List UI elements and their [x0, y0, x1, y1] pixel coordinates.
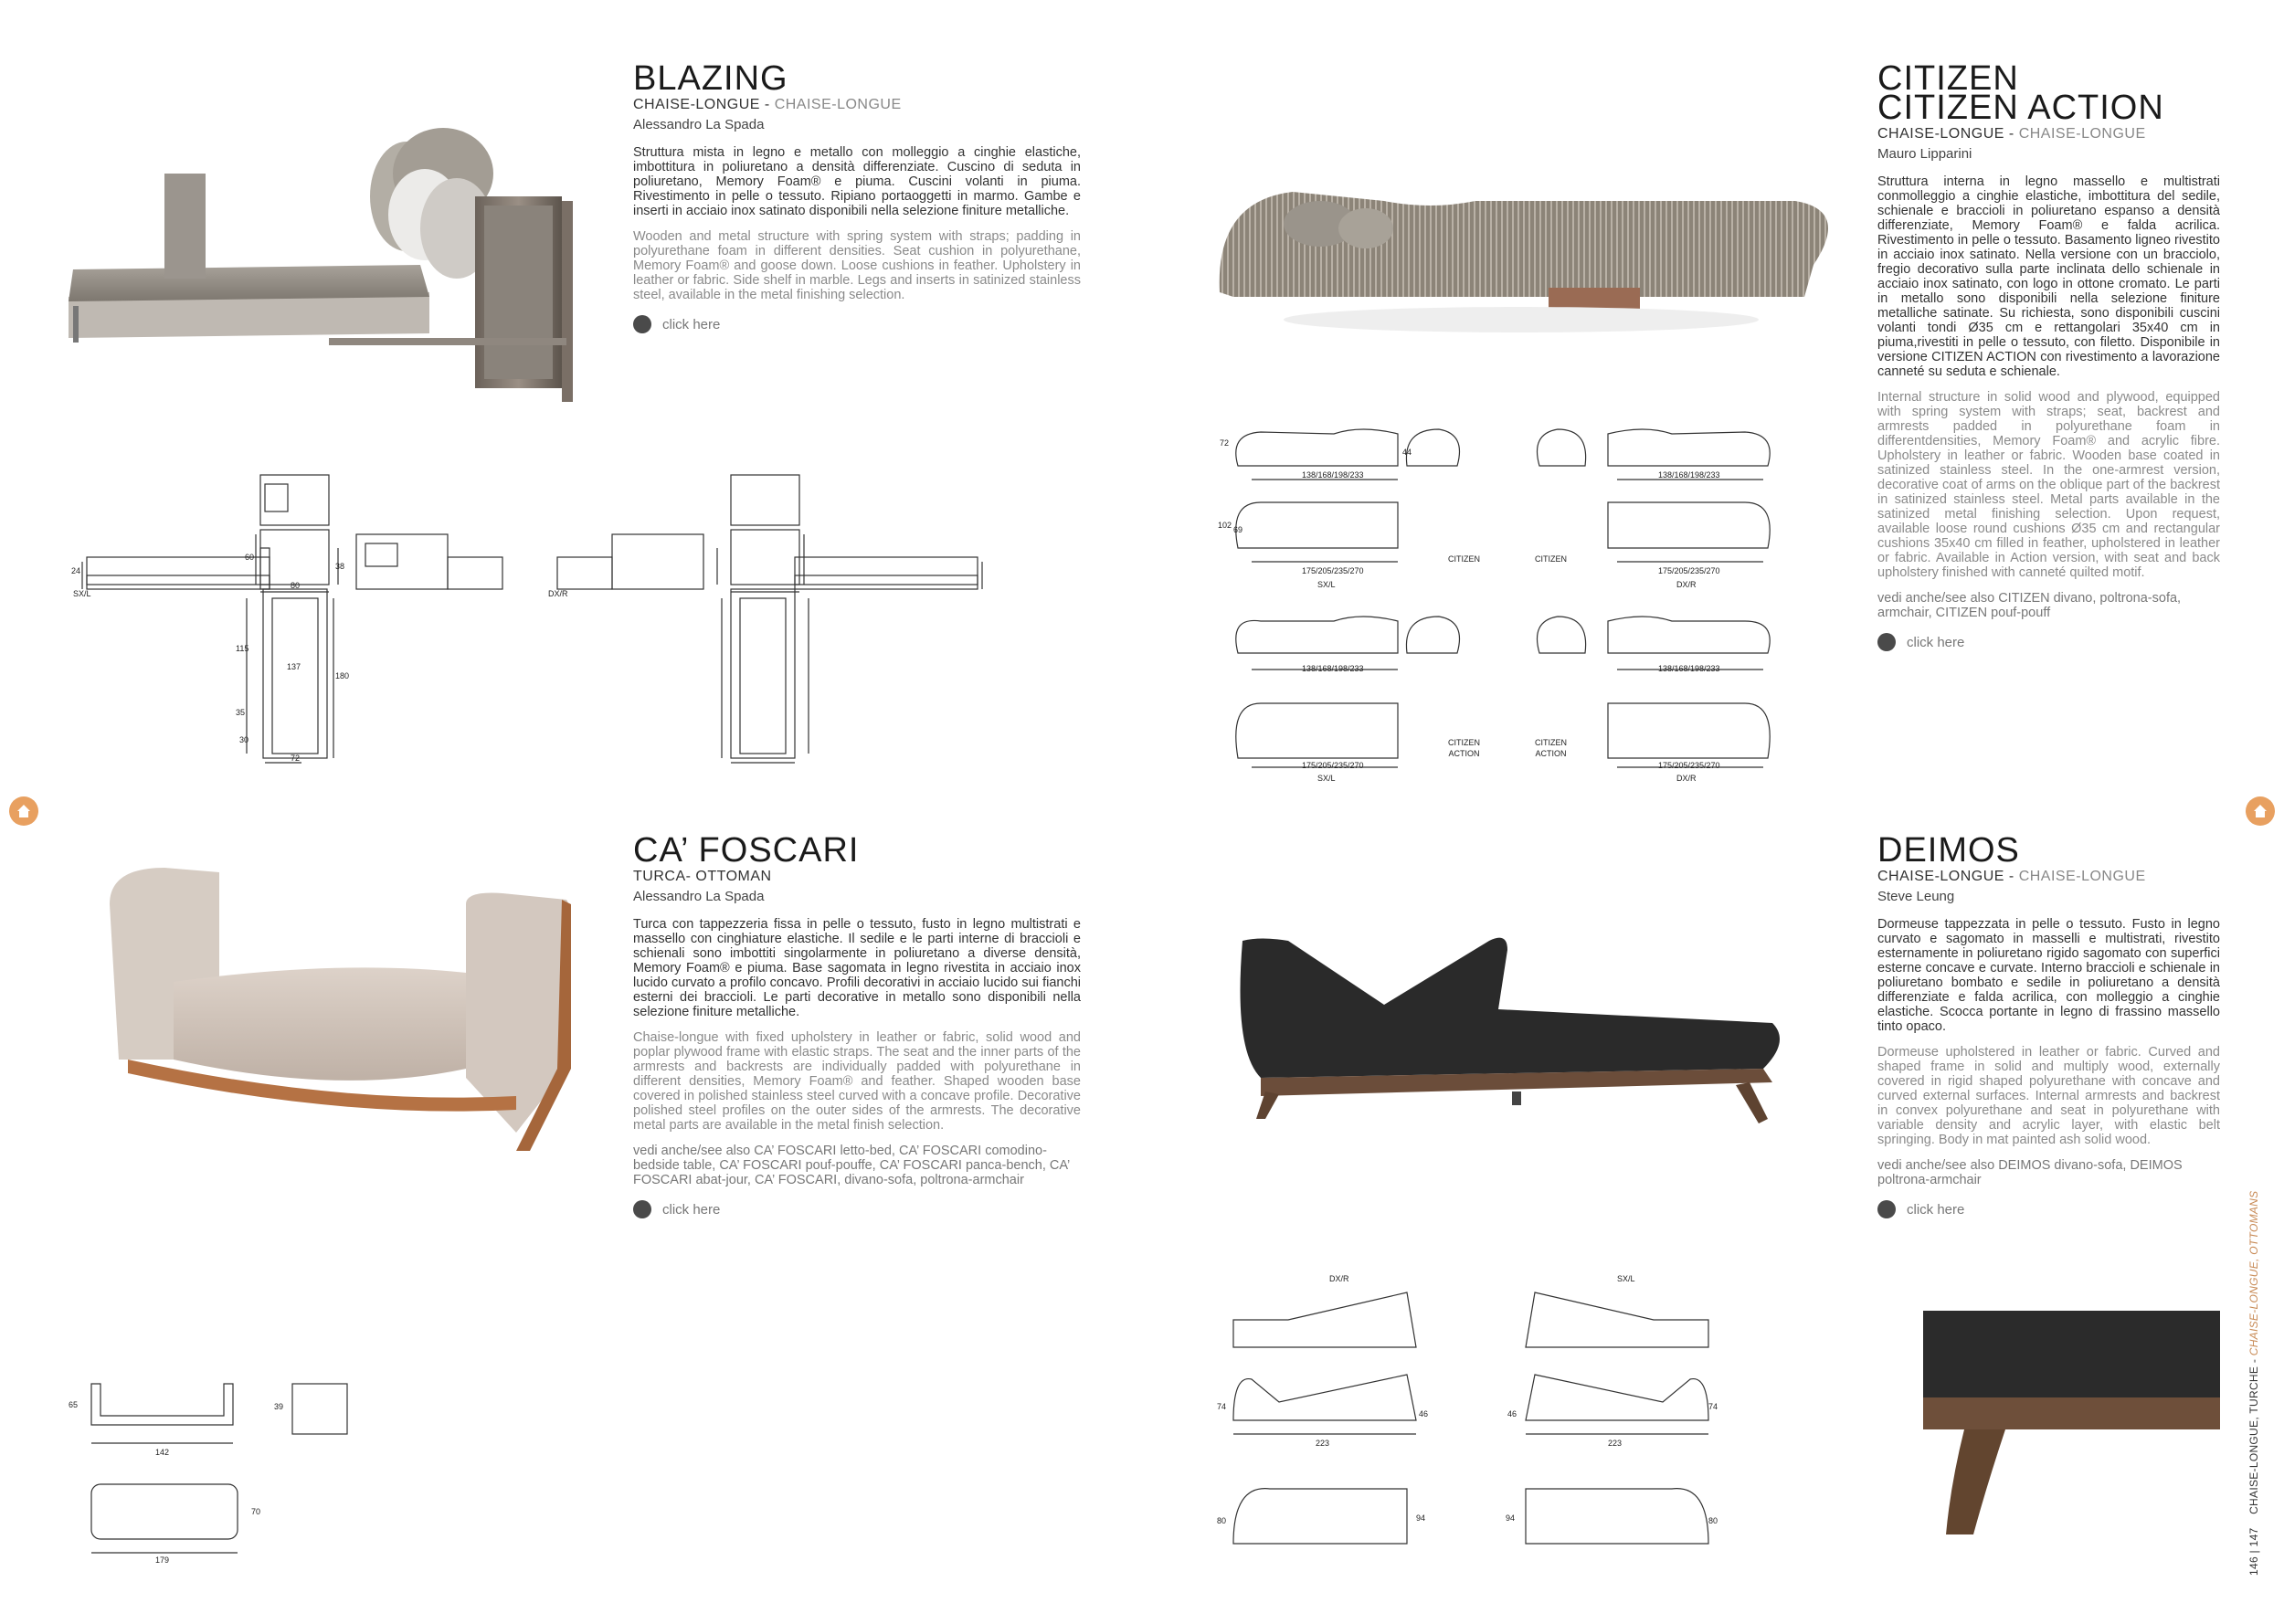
deimos-detail-photo [1923, 1311, 2220, 1539]
citizen-photo [1211, 183, 1850, 365]
blazing-subtitle [633, 97, 1081, 113]
cafoscari-text-it: Turca con tappezzeria fissa in pelle o tessuto, fusto in legno multistrati e massello con cinghiature elastiche. Il sedile e le parti interne di braccioli e schienali sono imbottiti singolarmente in poliuretano a diverse densità, Memory Foam® e piuma. Base sagomata in legno rivestita in acciaio inox lucido curvato a profilo concavo. Profili decorativi in acciaio lucido sui fianchi esterni dei braccioli. Le parti decorative in metallo sono disponibili nella selezione finiture metalliche. [633, 917, 1081, 1019]
subtitle-en: CHAISE-LONGUE [2018, 869, 2146, 884]
label-line-1: CITIZEN [1535, 738, 1567, 747]
dim-w-top-4: 138/168/198/233 [1658, 664, 1720, 673]
cafoscari-drawings [64, 1375, 365, 1566]
dim-137: 137 [287, 662, 301, 671]
cafoscari-subtitle: TURCA- OTTOMAN [633, 869, 772, 884]
dim-dxr: DX/R [1676, 580, 1697, 589]
dim-sxl: SX/L [1617, 1274, 1635, 1283]
cafoscari-photo [100, 859, 576, 1169]
deimos-see-also: vedi anche/see also DEIMOS divano-sofa, DEIMOS poltrona-armchair [1877, 1158, 2183, 1187]
blazing-photo [55, 110, 621, 438]
citizen-text-it: Struttura interna in legno massello e multistrati conmolleggio a cinghie elastiche, imbottitura del sedile, schienale e braccioli in poliuretano espanso a densità differenziate, Memory Foam® e falda acrilica. Rivestimento in pelle o tessuto. Basamento ligneo rivestito in acciaio inox satinato. Nella versione con un bracciolo, fregio decorativo sulla parte inclinata dello schienale in acciaio inox satinato, con logo in ottone cromato. Le parti in metallo sono disponibili nella selezione finiture metalliche satinate. Su richiesta, sono disponibili cuscini volanti tondi Ø35 cm e rettangolari 35x40 cm in piuma,rivestiti in pelle o tessuto, con filetto. Disponibile in versione CITIZEN ACTION con rivestimento a lavorazione canneté su seduta e schienale. [1877, 174, 2220, 379]
dim-46-1: 46 [1419, 1409, 1429, 1418]
subtitle-en: CHAISE-LONGUE [2018, 126, 2146, 142]
dim-74-2: 74 [1708, 1402, 1718, 1411]
section-label-en: CHAISE-LONGUE, OTTOMANS [2247, 1190, 2260, 1359]
label-line-2: ACTION [1448, 749, 1480, 758]
dim-w-bottom-4: 175/205/235/270 [1658, 761, 1720, 770]
dim-179: 179 [155, 1555, 170, 1565]
dim-80-2: 80 [1708, 1516, 1718, 1525]
dim-44: 44 [1402, 448, 1412, 457]
dim-sxl: SX/L [1317, 580, 1336, 589]
label-citizen-2: CITIZEN [1535, 554, 1567, 564]
blazing-text-en: Wooden and metal structure with spring system with straps; padding in polyurethane foam in different densities. Seat cushion in polyurethane, Memory Foam® and goose down. Loose cushions in feather. Upholstery in leather or fabric. Side shelf in marble. Legs and inserts in satinized stainless steel, available in the metal finishing selection. [633, 229, 1081, 302]
dim-46-2: 46 [1507, 1409, 1517, 1418]
citizen-designer: Mauro Lipparini [1877, 146, 1972, 162]
deimos-title: DEIMOS [1877, 831, 2020, 870]
cafoscari-block [633, 831, 1081, 1218]
dim-74-1: 74 [1217, 1402, 1227, 1411]
dim-142: 142 [155, 1448, 170, 1457]
dim-102: 102 [1218, 521, 1232, 530]
dim-w-top-3: 138/168/198/233 [1302, 664, 1364, 673]
click-here-label: click here [1907, 1201, 1965, 1218]
cafoscari-designer: Alessandro La Spada [633, 889, 765, 904]
dim-72: 72 [291, 754, 301, 763]
subtitle-separator: - [759, 97, 775, 112]
subtitle-it: CHAISE-LONGUE [633, 97, 760, 112]
citizen-drawings [1215, 416, 1791, 790]
dim-80-1: 80 [1217, 1516, 1227, 1525]
dim-dxr-2: DX/R [1676, 774, 1697, 783]
dim-w-bottom-3: 175/205/235/270 [1302, 761, 1364, 770]
citizen-click-here[interactable] [1877, 633, 2220, 651]
page-numbers: 146 | 147 [2247, 1527, 2260, 1576]
citizen-text-en: Internal structure in solid wood and plywood, equipped with spring system with straps; seat, backrest and armrests padded in polyurethane foam in differentdensities, Memory Foam® and acrylic fibre. Upholstery in leather or fabric. Wooden base coated in satinized stainless steel. In the one-armrest version, decorative coat of arms on the oblique part of the backrest in satinized stainless steel. Metal parts available in the satinized metal finishing selection. Upon request, available loose round cushions Ø35 cm and rectangular cushions 35x40 cm filled in feather, upholstered in leather or fabric. Available in Action version, with seat and back upholstery finished with canneté quilted motif. [1877, 390, 2220, 580]
dim-w-top-1: 138/168/198/233 [1302, 470, 1364, 480]
citizen-title: CITIZEN [1877, 59, 2019, 98]
cafoscari-see-also: vedi anche/see also CA’ FOSCARI letto-bed, CA’ FOSCARI comodino-bedside table, CA’ FOSCARI pouf-pouffe, CA’ FOSCARI panca-bench, CA’ FOSCARI abat-jour, CA’ FOSCARI, divano-sofa, poltrona-armchair [633, 1144, 1070, 1187]
blazing-block [633, 59, 1081, 333]
click-here-label: click here [662, 316, 721, 332]
blazing-click-here[interactable] [633, 315, 1081, 333]
dim-69: 69 [1233, 525, 1243, 534]
dim-94-2: 94 [1506, 1513, 1516, 1523]
deimos-drawings [1215, 1274, 1727, 1580]
deimos-text-en: Dormeuse upholstered in leather or fabric. Curved and shaped frame in solid and multiply wood, externally covered in rigid shaped polyurethane with concave and curved external surfaces. Internal armrests and backrest in convex polyurethane and seat in polyurethane with variable density and acrylic layer, with elastic belt springing. Body in mat painted ash solid wood. [1877, 1045, 2220, 1147]
home-icon [16, 803, 32, 819]
deimos-photo [1224, 923, 1791, 1142]
dim-w-top-2: 138/168/198/233 [1658, 470, 1720, 480]
click-dot-icon [633, 315, 651, 333]
subtitle-separator: - [2004, 126, 2019, 142]
subtitle-separator: - [2004, 869, 2019, 884]
dim-70: 70 [251, 1507, 261, 1516]
deimos-block [1877, 831, 2220, 1218]
label-line-1: CITIZEN [1448, 738, 1480, 747]
deimos-subtitle [1877, 869, 2220, 885]
label-line-2: ACTION [1535, 749, 1567, 758]
blazing-text-it: Struttura mista in legno e metallo con molleggio a cinghie elastiche, imbottitura in poliuretano a densità differenziate. Cuscino di seduta in poliuretano, Memory Foam® e piuma. Cuscini volanti in piuma. Rivestimento in pelle o tessuto. Ripiano portaoggetti in marmo. Gambe e inserti in acciaio inox satinato disponibili nella selezione finiture metalliche. [633, 145, 1081, 218]
citizen-action-title: CITIZEN ACTION [1877, 89, 2164, 127]
dim-dxr: DX/R [1329, 1274, 1349, 1283]
dim-115: 115 [236, 644, 249, 653]
deimos-text-it: Dormeuse tappezzata in pelle o tessuto. Fusto in legno curvato e sagomato in masselli e multistrati, rivestito esternamente in poliuretano rigido sagomato con superfici esterne concave e curvate. Interno braccioli e schienale in poliuretano bombato e sedile in poliuretano a densità differenziate e falda acrilica, con molleggio a cinghie elastiche. Scocca portante in legno di frassino massello tinto opaco. [1877, 917, 2220, 1034]
dim-38: 38 [335, 562, 345, 571]
citizen-block [1877, 59, 2220, 651]
page-footer [2247, 1191, 2260, 1576]
dim-65: 65 [69, 1400, 79, 1409]
label-citizen-action-1 [1448, 737, 1480, 759]
dim-sxl-2: SX/L [1317, 774, 1336, 783]
section-label: CHAISE-LONGUE, TURCHE - [2247, 1358, 2260, 1514]
blazing-designer: Alessandro La Spada [633, 117, 765, 132]
blazing-drawings [64, 470, 1051, 772]
dim-72: 72 [1220, 438, 1230, 448]
home-button-left[interactable] [9, 796, 38, 826]
cafoscari-click-here[interactable] [633, 1200, 1081, 1218]
dim-223-2: 223 [1608, 1439, 1623, 1448]
dim-w-bottom-2: 175/205/235/270 [1658, 566, 1720, 575]
subtitle-it: CHAISE-LONGUE [1877, 869, 2004, 884]
dim-80: 80 [291, 581, 301, 590]
citizen-subtitle [1877, 126, 2220, 142]
dim-94-1: 94 [1416, 1513, 1426, 1523]
deimos-click-here[interactable] [1877, 1200, 2220, 1218]
dim-180: 180 [335, 671, 350, 680]
subtitle-it: CHAISE-LONGUE [1877, 126, 2004, 142]
cafoscari-text-en: Chaise-longue with fixed upholstery in leather or fabric, solid wood and poplar plywood frame with elastic straps. The seat and the inner parts of the armrests and backrests are individually padded with polyurethane in different densities, Memory Foam® and feather. Shaped wooden base covered in polished stainless steel curved with a concave profile. Decorative polished steel profiles on the outer sides of the armrests. The decorative metal parts are available in the metal finish selection. [633, 1030, 1081, 1133]
dim-60: 60 [245, 553, 255, 562]
dim-24: 24 [71, 566, 81, 575]
home-button-right[interactable] [2246, 796, 2275, 826]
dim-w-bottom-1: 175/205/235/270 [1302, 566, 1364, 575]
click-dot-icon [633, 1200, 651, 1218]
dim-39: 39 [274, 1402, 284, 1411]
citizen-see-also: vedi anche/see also CITIZEN divano, poltrona-sofa, armchair, CITIZEN pouf-pouff [1877, 591, 2182, 620]
dim-223-1: 223 [1316, 1439, 1330, 1448]
dim-35: 35 [236, 708, 246, 717]
home-icon [2252, 803, 2268, 819]
label-citizen-1: CITIZEN [1448, 554, 1480, 564]
dim-dxr: DX/R [548, 589, 568, 598]
click-here-label: click here [1907, 634, 1965, 650]
label-citizen-action-2 [1535, 737, 1567, 759]
dim-sxl: SX/L [73, 589, 91, 598]
click-dot-icon [1877, 1200, 1896, 1218]
blazing-title: BLAZING [633, 59, 788, 98]
subtitle-en: CHAISE-LONGUE [774, 97, 902, 112]
dim-30: 30 [239, 735, 249, 744]
click-dot-icon [1877, 633, 1896, 651]
click-here-label: click here [662, 1201, 721, 1218]
cafoscari-title: CA’ FOSCARI [633, 831, 860, 870]
deimos-designer: Steve Leung [1877, 889, 1955, 904]
